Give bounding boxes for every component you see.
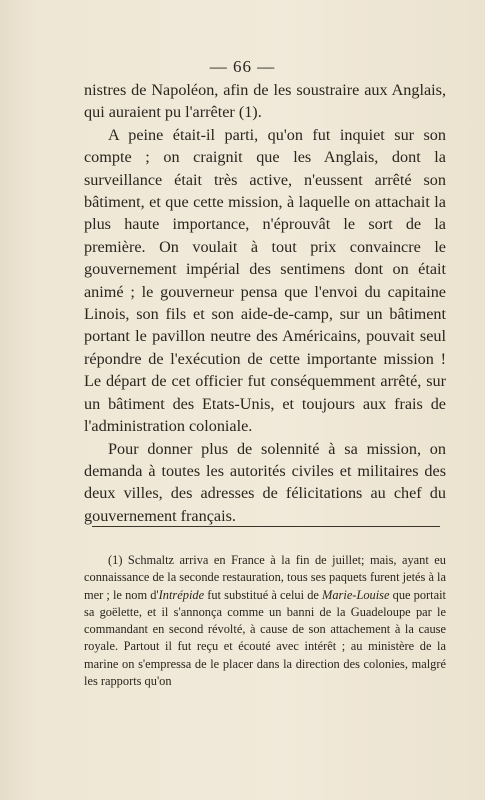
footnote-separator [92,526,440,527]
page-number: — 66 — [209,57,276,76]
footnote-1 [84,552,446,690]
footnote [84,552,446,690]
footnote-text-3: que portait sa goëlette, et il s'annonça comme un banni de la Guadeloupe par le commandant en second révolté, à cause de son attachement à la cause royale. Partout il fut reçu et écouté avec intérêt ; au ministère de la marine on s'empressa de le placer dans la direction des colonies, malgré les rapports qu'on [84,587,446,689]
footnote-text-2: fut substitué à celui de [204,587,323,602]
paragraph-1: nistres de Napoléon, afin de les soustraire aux Anglais, qui auraient pu l'arrêter (1). [84,81,446,122]
paragraph-2: A peine était-il parti, qu'on fut inquiet sur son compte ; on craignit que les Anglais, dont la surveillance était très active, n'eussent arrêté son bâtiment, et que cette mission, à laquelle on attachait la plus haute importance, n'éprouvât le sort de la première. On voulait à tout prix convaincre le gouvernement impérial des sentimens dont on était animé ; le gouverneur pensa que l'envoi du capitaine Linois, son fils et son aide-de-camp, sur un bâtiment portant le pavillon neutre des Américains, pouvait seul répondre de l'exécution de cette importante mission ! Le départ de cet officier fut conséquemment arrêté, sur un bâtiment des Etats-Unis, et toujours aux frais de l'administration coloniale. [84,125,446,436]
ship-name-marie-louise: Marie-Louise [322,587,390,602]
main-text [84,79,446,527]
footnote-text-1: (1) Schmaltz arriva en France à la fin de juillet; mais, ayant eu connaissance de la seconde restauration, tous ses paquets furent jetés à la mer ; le nom d' [84,553,446,602]
ship-name-intrepide: Intrépide [158,587,205,602]
paragraph-3: Pour donner plus de solennité à sa mission, on demanda à toutes les autorités civiles et militaires des deux villes, des adresses de félicitations au chef du gouvernement français. [84,439,446,525]
